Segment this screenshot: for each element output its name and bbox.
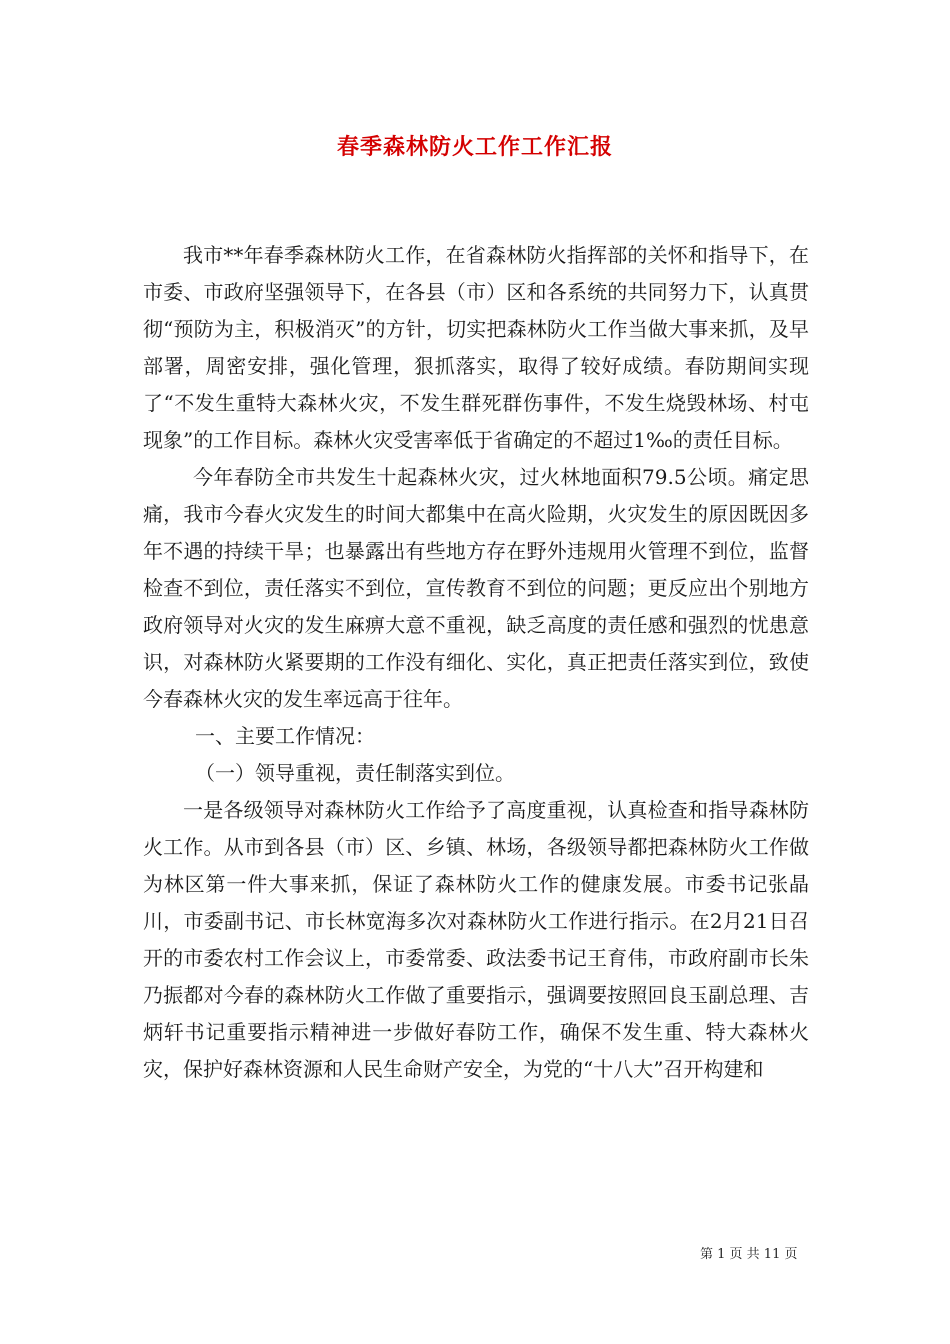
page-number: 第 1 页 共 11 页 (700, 1247, 798, 1262)
page-title: 春季森林防火工作工作汇报 (336, 134, 613, 160)
section-heading-main-work: 一、主要工作情况： (195, 724, 375, 748)
paragraph-leadership: 一是各级领导对森林防火工作给予了高度重视，认真检查和指导森林防火工作。从市到各县（市）区、乡镇、林场，各级领导都把森林防火工作做为林区第一件大事来抓，保证了森林防火工作的健康发展。市委书记张晶川，市委副书记、市长林宽海多次对森林防火工作进行指示。在2月21日召开的市委农村工作会议上，市委常委、政法委书记王育伟，市政府副市长朱乃振都对今春的森林防火工作做了重要指示，强调要按照回良玉副总理、吉炳轩书记重要指示精神进一步做好春防工作，确保不发生重、特大森林火灾，保护好森林资源和人民生命财产安全，为党的“十八大”召开构建和 (143, 798, 809, 1081)
paragraph-fire-stats: 今年春防全市共发生十起森林火灾，过火林地面积79.5公顷。痛定思痛，我市今春火灾发生的时间大都集中在高火险期，火灾发生的原因既因多年不遇的持续干旱；也暴露出有些地方存在野外违规用火管理不到位，监督检查不到位，责任落实不到位，宣传教育不到位的问题；更反应出个别地方政府领导对火灾的发生麻痹大意不重视，缺乏高度的责任感和强烈的忧患意识，对森林防火紧要期的工作没有细化、实化，真正把责任落实到位，致使今春森林火灾的发生率远高于往年。 (143, 465, 809, 711)
document-body (143, 237, 809, 1088)
paragraph-intro: 我市**年春季森林防火工作，在省森林防火指挥部的关怀和指导下，在市委、市政府坚强领导下，在各县（市）区和各系统的共同努力下，认真贯彻“预防为主，积极消灭”的方针，切实把森林防火工作当做大事来抓，及早部署，周密安排，强化管理，狠抓落实，取得了较好成绩。春防期间实现了“不发生重特大森林火灾，不发生群死群伤事件，不发生烧毁林场、村屯现象”的工作目标。森林火灾受害率低于省确定的不超过1‰的责任目标。 (143, 243, 809, 452)
subsection-heading-leadership: （一）领导重视，责任制落实到位。 (195, 761, 515, 785)
